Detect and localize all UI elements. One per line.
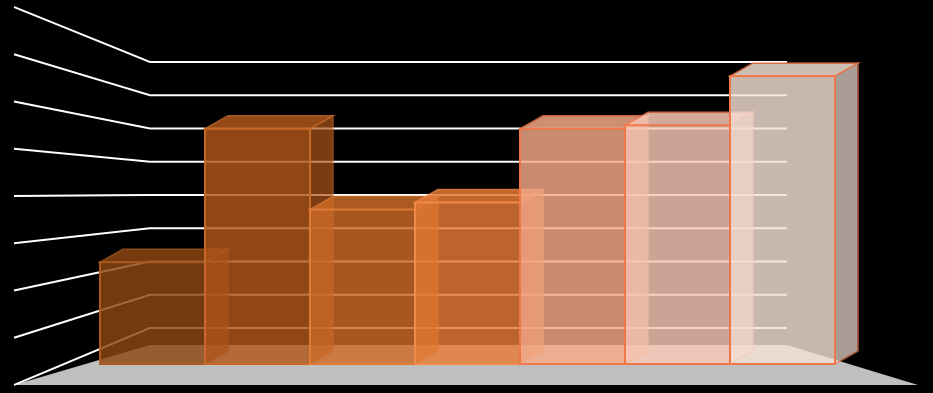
- bar-front-face: [415, 203, 520, 364]
- bars-layer: [100, 63, 858, 364]
- bar-front-face: [205, 129, 310, 364]
- bar-front-face: [100, 262, 205, 364]
- gridline: [14, 54, 787, 95]
- bar-front-face: [310, 210, 415, 364]
- bar-front-face: [730, 76, 835, 364]
- bar-front-face: [520, 129, 625, 364]
- bar-7: [730, 63, 858, 364]
- bar-front-face: [625, 125, 730, 364]
- gridline: [14, 7, 787, 62]
- bar-side-face: [835, 63, 858, 364]
